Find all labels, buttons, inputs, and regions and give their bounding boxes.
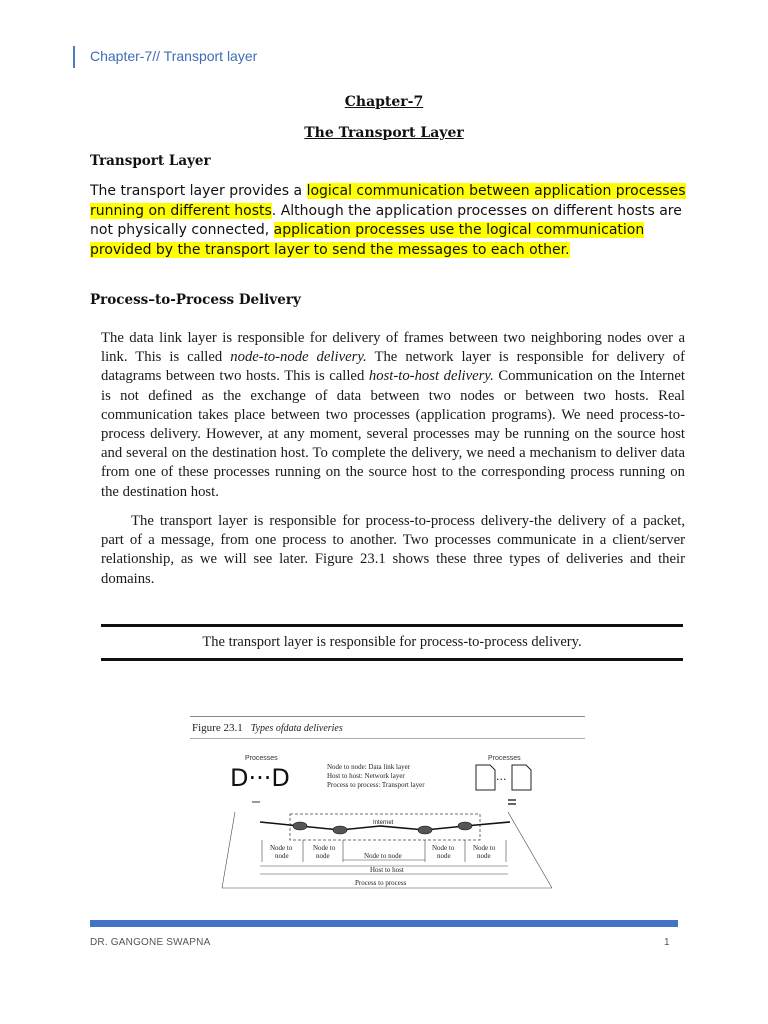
book-paragraph-1 bbox=[101, 329, 685, 502]
internet-label: Internet bbox=[373, 820, 394, 826]
n2n-1-a: Node to bbox=[270, 844, 293, 852]
intro-text-a: The transport layer provides a bbox=[90, 183, 307, 199]
book-paragraph-2: The transport layer is responsible for process-to-process delivery-the delivery of a packet, part of a message, from one process to another. Two processes communicate in a client/server relationship, as we will see later. Figure 23.1 shows these three types of deliveries and their domains. bbox=[101, 513, 685, 587]
book-excerpt bbox=[101, 329, 685, 609]
highlight-2: application processes use the logical communication provided by the transport layer to send the messages to each other. bbox=[90, 222, 645, 258]
figure-caption-text: Types ofdata deliveries bbox=[250, 723, 343, 734]
n2n-2-a: Node to bbox=[313, 844, 336, 852]
box-rule-top bbox=[101, 624, 683, 627]
legend-line-2: Host to host: Network layer bbox=[327, 772, 405, 780]
figure-number: Figure 23.1 bbox=[192, 722, 243, 734]
p1-text-a: The data link layer is responsible for delivery of frames between two neighboring nodes over a link. This is called bbox=[101, 330, 685, 366]
n2n-4-b: node bbox=[437, 852, 451, 860]
figure-top-rule bbox=[190, 716, 585, 717]
dest-ellipsis: ··· bbox=[496, 773, 507, 786]
processes-right-label: Processes bbox=[488, 755, 521, 762]
host-to-host-label: Host to host bbox=[370, 866, 404, 874]
n2n-2-b: node bbox=[316, 852, 330, 860]
n2n-5-b: node bbox=[477, 852, 491, 860]
running-header: Chapter-7// Transport layer bbox=[90, 48, 258, 64]
n2n-3: Node to node bbox=[364, 852, 402, 860]
page-number: 1 bbox=[664, 937, 670, 948]
section-heading-process-delivery: Process–to-Process Delivery bbox=[90, 292, 301, 308]
p1-text-b: The network layer is responsible for delivery of datagrams between two hosts. This is called bbox=[101, 349, 685, 385]
p1-italic-1: node-to-node delivery. bbox=[230, 349, 367, 366]
boxed-statement: The transport layer is responsible for process-to-process delivery. bbox=[202, 634, 582, 650]
intro-paragraph bbox=[90, 182, 690, 260]
p1-italic-2: host-to-host delivery. bbox=[368, 368, 494, 385]
processes-left-label: Processes bbox=[245, 755, 278, 762]
delivery-diagram bbox=[190, 740, 585, 900]
footer-author: DR. GANGONE SWAPNA bbox=[90, 937, 211, 948]
intro-text-b: . Although the application processes on different hosts are not physically connected, bbox=[90, 202, 682, 239]
figure-caption-rule bbox=[190, 738, 585, 739]
source-processes-glyph: D···D bbox=[230, 764, 290, 792]
process-to-process-label: Process to process bbox=[355, 879, 407, 887]
header-accent-bar bbox=[73, 46, 75, 68]
n2n-5-a: Node to bbox=[473, 844, 496, 852]
n2n-1-b: node bbox=[275, 852, 289, 860]
chapter-number: Chapter-7 bbox=[344, 94, 424, 110]
footer-accent-bar bbox=[90, 920, 678, 927]
destination-processes-icon bbox=[476, 765, 531, 790]
legend-line-3: Process to process: Transport layer bbox=[327, 781, 425, 789]
legend-line-1: Node to node: Data link layer bbox=[327, 763, 411, 771]
section-heading-transport-layer: Transport Layer bbox=[90, 153, 211, 169]
box-rule-bottom bbox=[101, 658, 683, 661]
figure-caption bbox=[192, 722, 343, 734]
chapter-title: The Transport Layer bbox=[304, 125, 464, 141]
n2n-4-a: Node to bbox=[432, 844, 455, 852]
highlight-1: logical communication between application processes running on different hosts bbox=[90, 183, 686, 219]
p1-text-c: Communication on the Internet is not defined as the exchange of data between two nodes or between two hosts. Real communication takes place between two processes (application programs). We need process-to-process delivery. However, at any moment, several processes may be running on the source host and several on the destination host. To complete the delivery, we need a mechanism to deliver data from one of these processes running on the source host to the corresponding process running on the destination host. bbox=[101, 368, 685, 500]
